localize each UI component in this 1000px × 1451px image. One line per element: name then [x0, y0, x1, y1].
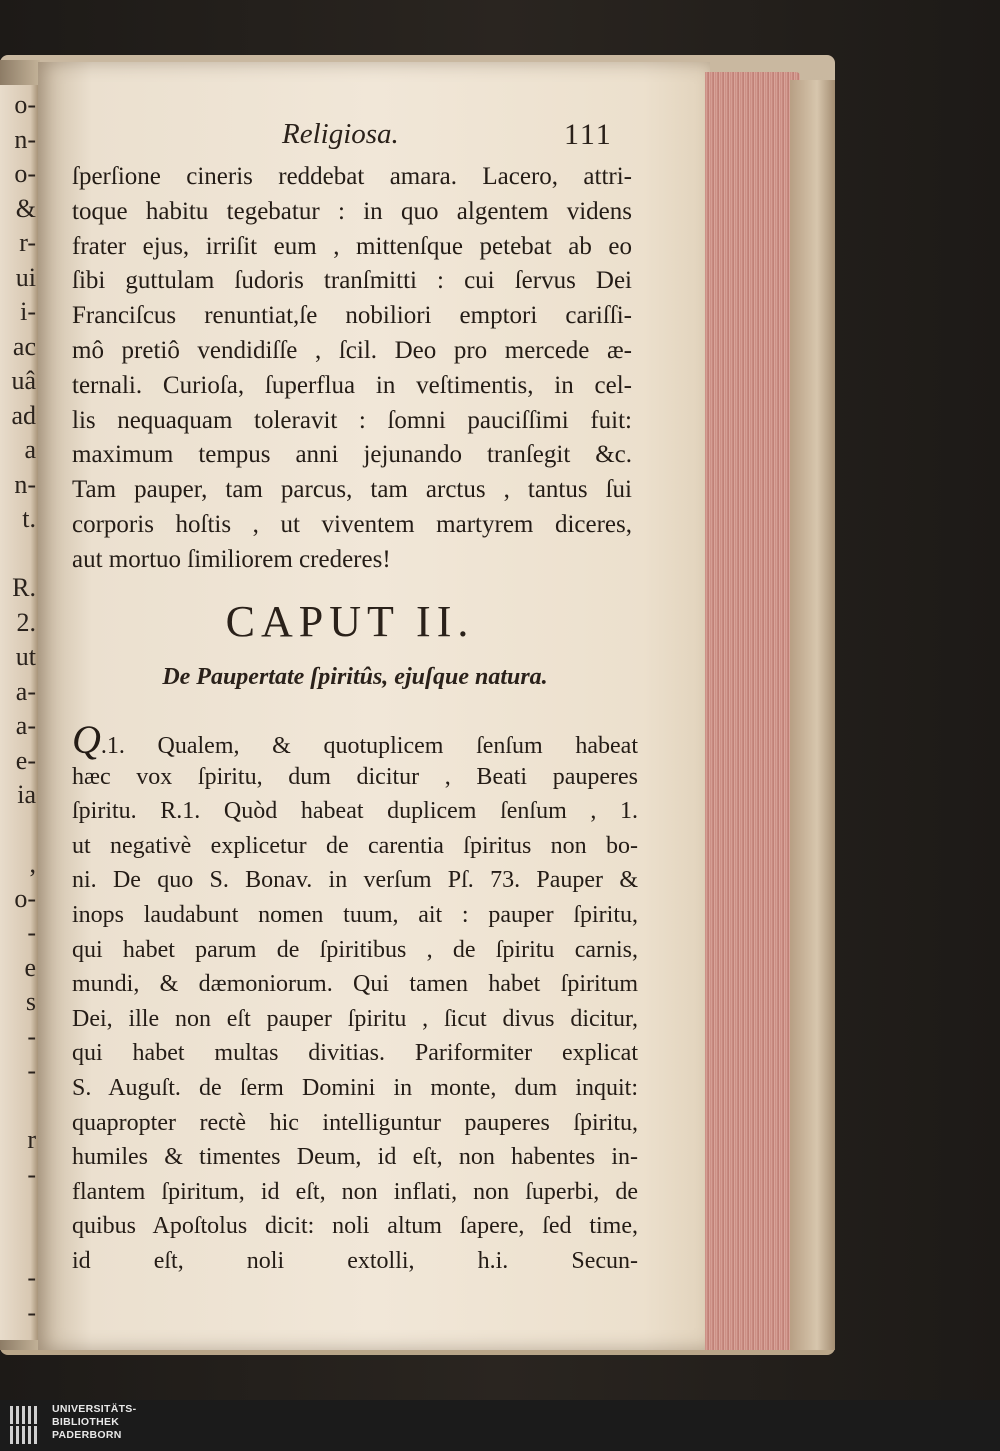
left-fragment: -	[27, 1263, 36, 1292]
footer-bar	[0, 1400, 1000, 1451]
left-fragment	[0, 1089, 36, 1124]
text-line: Dei, ille non eſt pauper ſpiritu , ſicut divus dicitur,	[72, 1005, 638, 1032]
library-logo-icon	[8, 1404, 44, 1446]
text-line: mundi, & dæmoniorum. Qui tamen habet ſpiritum	[72, 971, 638, 998]
left-fragment: a-	[15, 711, 36, 740]
left-fragment: a-	[15, 676, 36, 706]
left-fragment: s	[25, 987, 36, 1016]
left-fragment: -	[27, 1159, 36, 1189]
left-fragment: ut	[15, 642, 36, 671]
left-fragment: R.	[12, 573, 36, 602]
left-fragment: o-	[14, 883, 36, 913]
left-fragment: r	[27, 1125, 36, 1154]
left-fragment: e-	[15, 745, 36, 775]
left-fragment: ac	[12, 331, 36, 361]
text-line: ni. De quo S. Bonav. in verſum Pſ. 73. Pauper &	[72, 867, 638, 894]
text-line: quibus Apoſtolus dicit: noli altum ſapere, ſed time,	[72, 1213, 638, 1240]
text-line: mô pretiô vendidiſſe , ſcil. Deo pro mercede æ-	[72, 336, 632, 364]
text-line: frater ejus, irriſit eum , mittenſque petebat ab eo	[72, 232, 632, 260]
paragraph-2-lines	[72, 760, 638, 1279]
text-line: quapropter rectè hic intelliguntur pauperes ſpiritu,	[72, 1109, 638, 1136]
text-line: flantem ſpiritum, id eſt, non inflati, non ſuperbi, de	[72, 1178, 638, 1205]
text-line: ſperſione cineris reddebat amara. Lacero, attri-	[72, 163, 632, 190]
text-line: lis nequaquam toleravit : ſomni pauciſſimi fuit:	[72, 406, 632, 434]
text-line: ſpiritu. R.1. Quòd habeat duplicem ſenſum , 1.	[72, 798, 638, 825]
left-fragment: -	[27, 918, 36, 947]
left-fragment: ui	[15, 262, 36, 292]
left-fragment: -	[27, 1056, 36, 1085]
page-edges	[705, 72, 800, 1350]
paragraph-2	[72, 725, 638, 1279]
left-fragment: 2.	[16, 607, 36, 637]
text-line	[72, 725, 638, 760]
paragraph-1	[72, 160, 632, 578]
left-fragment	[0, 1227, 36, 1262]
chapter-subtitle: De Paupertate ſpiritûs, ejuſque natura.	[162, 664, 548, 690]
left-fragment: &	[15, 193, 36, 223]
text-line: hæc vox ſpiritu, dum dicitur , Beati pauperes	[72, 763, 638, 790]
text-line: qui habet parum de ſpiritibus , de ſpiritu carnis,	[72, 936, 638, 963]
left-fragment: ,	[29, 849, 36, 878]
logo-line-1: UNIVERSITÄTS-	[52, 1403, 137, 1415]
text-line: ut negativè explicetur de carentia ſpiritus non bo-	[72, 832, 638, 859]
logo-line-2: BIBLIOTHEK	[52, 1416, 120, 1428]
left-fragment: t.	[22, 504, 36, 533]
left-fragment: -	[27, 1297, 36, 1327]
left-fragment	[0, 813, 36, 848]
text-line: id eſt, noli extolli, h.i. Secun-	[72, 1247, 638, 1274]
drop-cap: Q	[72, 725, 101, 760]
text-line: toque habitu tegebatur : in quo algentem videns	[72, 197, 632, 225]
text-line: inops laudabunt nomen tuum, ait : pauper ſpiritu,	[72, 901, 638, 928]
text-line: aut mortuo ſimiliorem crederes!	[72, 545, 391, 573]
first-line-text: .1. Qualem, & quotuplicem ſenſum habeat	[100, 733, 638, 759]
chapter-title: CAPUT II.	[225, 597, 475, 646]
left-fragment	[0, 537, 36, 572]
text-line: Franciſcus renuntiat,ſe nobiliori emptori cariſſi-	[72, 302, 632, 330]
text-line: ſibi guttulam ſudoris tranſmitti : cui ſervus Dei	[72, 267, 632, 295]
left-fragment: n-	[14, 469, 36, 499]
text-line: qui habet multas divitias. Pariformiter explicat	[72, 1040, 638, 1067]
left-fragment	[0, 1192, 36, 1227]
left-fragment: uâ	[11, 366, 36, 395]
text-line: ternali. Curioſa, ſuperflua in veſtimentis, in cel-	[72, 371, 632, 399]
text-line: corporis hoſtis , ut viventem martyrem diceres,	[72, 510, 632, 538]
left-fragment: a	[24, 435, 36, 464]
left-fragment: i-	[20, 297, 36, 326]
left-fragment: o-	[14, 159, 36, 188]
running-head: Religiosa.	[282, 118, 399, 150]
left-page-text-fragments	[0, 88, 36, 1330]
text-line: humiles & timentes Deum, id eſt, non habentes in-	[72, 1144, 638, 1171]
left-fragment: e	[24, 952, 36, 982]
text-line: maximum tempus anni jejunando tranſegit &c.	[72, 441, 632, 469]
left-fragment: ia	[17, 780, 36, 809]
library-logo-text	[52, 1403, 136, 1442]
logo-line-3: PADERBORN	[52, 1429, 122, 1441]
left-fragment: -	[27, 1021, 36, 1051]
cover-edge	[790, 80, 835, 1350]
text-line: Tam pauper, tam parcus, tam arctus , tantus ſui	[72, 476, 632, 504]
text-line: S. Auguſt. de ſerm Domini in monte, dum inquit:	[72, 1074, 638, 1101]
left-fragment: n-	[14, 124, 36, 154]
left-fragment: r-	[19, 228, 36, 257]
left-fragment: o-	[14, 90, 36, 119]
page-number: 111	[564, 118, 613, 151]
left-fragment: ad	[11, 400, 36, 430]
